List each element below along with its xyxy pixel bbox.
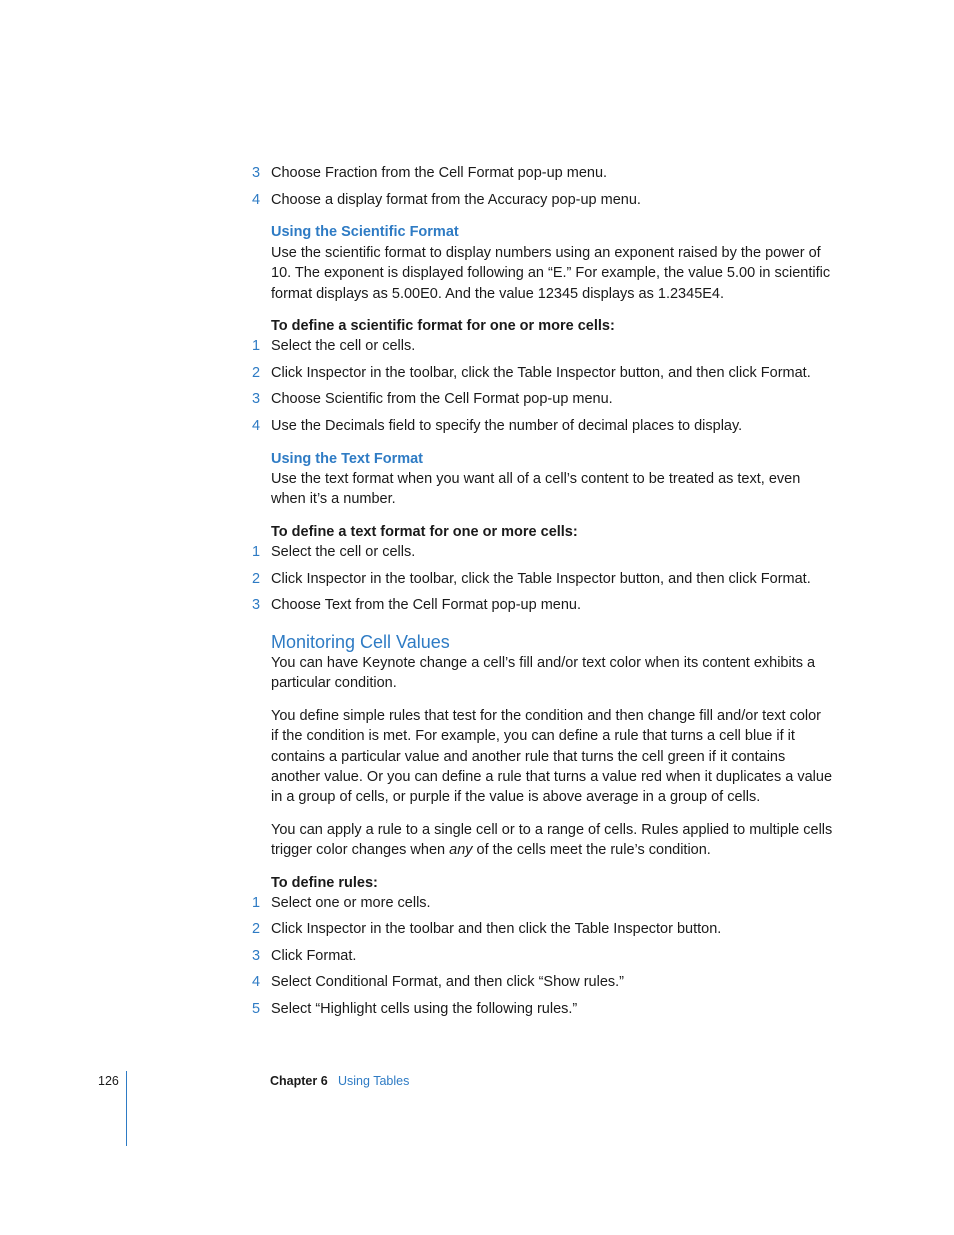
step-number: 4 xyxy=(252,974,261,990)
procedure-lead-text-format: To define a text format for one or more cells: xyxy=(271,524,578,540)
step-number: 4 xyxy=(252,418,261,434)
step-number: 1 xyxy=(252,544,261,560)
list-item xyxy=(0,972,954,992)
monitoring-paragraph-2 xyxy=(271,706,831,807)
section-heading-monitoring: Monitoring Cell Values xyxy=(271,632,450,652)
step-number: 1 xyxy=(252,895,261,911)
step-number: 3 xyxy=(252,165,261,181)
list-item xyxy=(0,389,954,409)
paragraph-line: another value. Or you can define a rule that turns a value red when it duplicates a value xyxy=(271,768,833,785)
monitoring-paragraph-1 xyxy=(271,653,831,694)
list-item xyxy=(0,946,954,966)
paragraph-line: You can have Keynote change a cell’s fill and/or text color when its content exhibits a xyxy=(271,655,816,671)
list-item xyxy=(0,569,954,589)
footer-chapter: Chapter 6 xyxy=(270,1074,328,1088)
step-number: 3 xyxy=(252,948,261,964)
paragraph-line: Use the scientific format to display numbers using an exponent raised by the power of xyxy=(271,245,821,261)
paragraph-line: You define simple rules that test for the condition and then change fill and/or text color xyxy=(271,708,822,724)
list-item xyxy=(0,999,954,1019)
step-number: 4 xyxy=(252,192,261,208)
step-text: Choose a display format from the Accuracy pop-up menu. xyxy=(271,192,641,208)
step-text: Choose Scientific from the Cell Format pop-up menu. xyxy=(271,391,613,407)
step-number: 1 xyxy=(252,338,261,354)
step-text: Select the cell or cells. xyxy=(271,338,416,354)
paragraph-line: particular condition. xyxy=(271,675,397,692)
procedure-lead-rules: To define rules: xyxy=(271,875,378,891)
step-number: 2 xyxy=(252,365,261,381)
step-text: Click Inspector in the toolbar, click the Table Inspector button, and then click Format. xyxy=(271,571,811,587)
page-number: 126 xyxy=(98,1074,119,1088)
paragraph-line: Use the text format when you want all of a cell’s content to be treated as text, even xyxy=(271,471,801,487)
text-run: trigger color changes when xyxy=(271,842,450,859)
step-text: Select Conditional Format, and then click “Show rules.” xyxy=(271,974,624,990)
step-number: 3 xyxy=(252,597,261,613)
step-text: Click Inspector in the toolbar, click the Table Inspector button, and then click Format. xyxy=(271,365,811,381)
section-heading-scientific: Using the Scientific Format xyxy=(271,224,459,240)
paragraph-line xyxy=(271,840,831,860)
scientific-paragraph xyxy=(271,243,831,304)
emphasis-text: any xyxy=(449,842,473,859)
list-item xyxy=(0,416,954,436)
step-text: Choose Fraction from the Cell Format pop-up menu. xyxy=(271,165,608,181)
list-item xyxy=(0,893,954,913)
monitoring-paragraph-3 xyxy=(271,820,831,861)
list-item xyxy=(0,919,954,939)
paragraph-line: contains a particular value and another rule that turns the cell green if it contains xyxy=(271,748,786,765)
step-text: Click Inspector in the toolbar and then click the Table Inspector button. xyxy=(271,921,722,937)
paragraph-line: format displays as 5.00E0. And the value 12345 displays as 1.2345E4. xyxy=(271,285,725,302)
list-item xyxy=(0,595,954,615)
list-item xyxy=(0,190,954,210)
text-format-paragraph xyxy=(271,469,831,510)
footer-divider xyxy=(126,1071,127,1146)
paragraph-line: 10. The exponent is displayed following an “E.” For example, the value 5.00 in scientific xyxy=(271,265,831,282)
text-run: of the cells meet the rule’s condition. xyxy=(472,842,711,859)
step-number: 2 xyxy=(252,571,261,587)
paragraph-line: if the condition is met. For example, you can define a rule that turns a cell blue if it xyxy=(271,728,795,745)
step-number: 3 xyxy=(252,391,261,407)
procedure-lead-scientific: To define a scientific format for one or more cells: xyxy=(271,318,615,334)
list-item xyxy=(0,163,954,183)
paragraph-line: when it’s a number. xyxy=(271,491,396,508)
list-item xyxy=(0,363,954,383)
step-text: Click Format. xyxy=(271,948,357,964)
list-item xyxy=(0,336,954,356)
step-text: Choose Text from the Cell Format pop-up menu. xyxy=(271,597,582,613)
step-number: 5 xyxy=(252,1001,261,1017)
paragraph-line: You can apply a rule to a single cell or to a range of cells. Rules applied to multiple cells xyxy=(271,822,833,838)
paragraph-line: in a group of cells, or purple if the value is above average in a group of cells. xyxy=(271,789,761,806)
step-text: Select “Highlight cells using the following rules.” xyxy=(271,1001,578,1017)
list-item xyxy=(0,542,954,562)
step-text: Select the cell or cells. xyxy=(271,544,416,560)
step-text: Select one or more cells. xyxy=(271,895,431,911)
step-text: Use the Decimals field to specify the number of decimal places to display. xyxy=(271,418,743,434)
section-heading-text-format: Using the Text Format xyxy=(271,451,423,467)
step-number: 2 xyxy=(252,921,261,937)
footer-chapter-title: Using Tables xyxy=(338,1074,410,1088)
